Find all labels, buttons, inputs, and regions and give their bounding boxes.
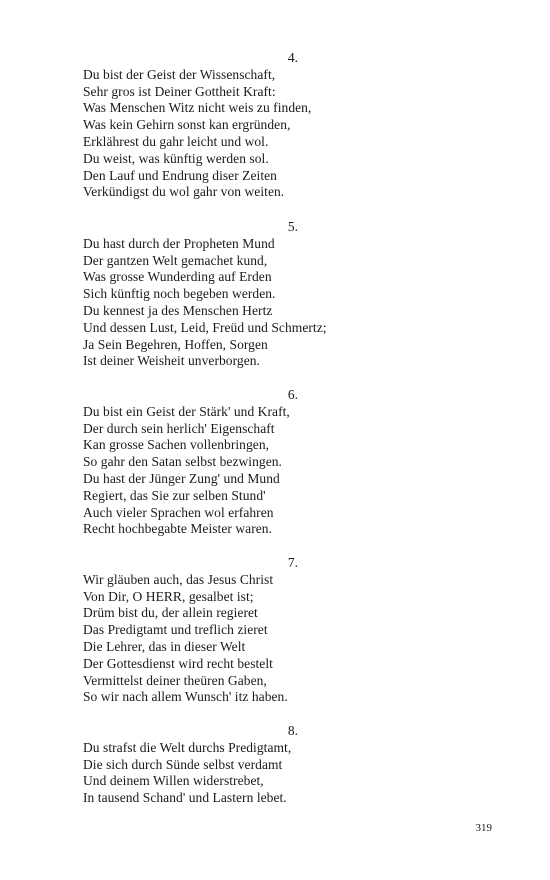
stanza-5 xyxy=(83,219,463,370)
verse-line: Die Lehrer, das in dieser Welt xyxy=(83,638,246,654)
verse-line: Wir gläuben auch, das Jesus Christ xyxy=(83,571,274,587)
verse-line: Sehr gros ist Deiner Gottheit Kraft: xyxy=(83,83,276,99)
verse-line: Und deinem Willen widerstrebet, xyxy=(83,773,264,789)
stanza-number-text: 8. xyxy=(287,723,298,738)
verse-line: Du hast durch der Propheten Mund xyxy=(83,235,275,251)
stanza-number xyxy=(83,387,463,404)
verse-line: Vermittelst deiner theüren Gaben, xyxy=(83,672,267,688)
verse-line: So gahr den Satan selbst bezwingen. xyxy=(83,454,282,470)
verse-line: Drüm bist du, der allein regieret xyxy=(83,605,258,621)
verse-line: Du weist, was künftig werden sol. xyxy=(83,150,269,166)
verse-line: In tausend Schand' und Lastern lebet. xyxy=(83,790,287,806)
verse-line: Ist deiner Weisheit unverborgen. xyxy=(83,353,260,369)
verse-line: Sich künftig noch begeben werden. xyxy=(83,286,276,302)
stanza-number-text: 5. xyxy=(287,219,298,234)
stanza-number xyxy=(83,723,463,740)
verse-line: Die sich durch Sünde selbst verdamt xyxy=(83,756,283,772)
stanza-number-text: 7. xyxy=(287,555,298,570)
verse-line: Der durch sein herlich' Eigenschaft xyxy=(83,420,275,436)
stanza-number xyxy=(83,50,463,67)
verse-line: Was Menschen Witz nicht weis zu finden, xyxy=(83,100,312,116)
verse-line: Kan grosse Sachen vollenbringen, xyxy=(83,437,270,453)
verse-line: Verkündigst du wol gahr von weiten. xyxy=(83,184,285,200)
verse-line: Recht hochbegabte Meister waren. xyxy=(83,521,273,537)
verse-line: Und dessen Lust, Leid, Freüd und Schmertz; xyxy=(83,319,327,335)
verse-line: Den Lauf und Endrung diser Zeiten xyxy=(83,167,277,183)
stanza-8 xyxy=(83,723,463,807)
stanza-number xyxy=(83,219,463,236)
stanza-6 xyxy=(83,387,463,538)
verse-line: Du bist ein Geist der Stärk' und Kraft, xyxy=(83,403,290,419)
verse-line: Der gantzen Welt gemachet kund, xyxy=(83,252,268,268)
verse-line: Was grosse Wunderding auf Erden xyxy=(83,269,272,285)
verse-line: So wir nach allem Wunsch' itz haben. xyxy=(83,689,288,705)
verse-line: Du bist der Geist der Wissenschaft, xyxy=(83,66,276,82)
verse-line: Ja Sein Begehren, Hoffen, Sorgen xyxy=(83,336,268,352)
stanza-4 xyxy=(83,50,463,201)
verse-line: Das Predigtamt und treflich zieret xyxy=(83,622,268,638)
verse-line: Der Gottesdienst wird recht bestelt xyxy=(83,655,273,671)
verse-line: Du hast der Jünger Zung' und Mund xyxy=(83,470,280,486)
verse-line: Auch vieler Sprachen wol erfahren xyxy=(83,504,274,520)
verse-line: Du strafst die Welt durchs Predigtamt, xyxy=(83,739,292,755)
verse-line: Erklährest du gahr leicht und wol. xyxy=(83,133,269,149)
stanza-number-text: 6. xyxy=(287,387,298,402)
stanza-7 xyxy=(83,555,463,706)
verse-line: Du kennest ja des Menschen Hertz xyxy=(83,302,273,318)
verse-line: Regiert, das Sie zur selben Stund' xyxy=(83,487,266,503)
stanza-number xyxy=(83,555,463,572)
verse-line: Was kein Gehirn sonst kan ergründen, xyxy=(83,117,291,133)
stanza-number-text: 4. xyxy=(287,50,298,65)
verse-line: Von Dir, O HERR, gesalbet ist; xyxy=(83,588,254,604)
page-number: 319 xyxy=(475,822,492,834)
